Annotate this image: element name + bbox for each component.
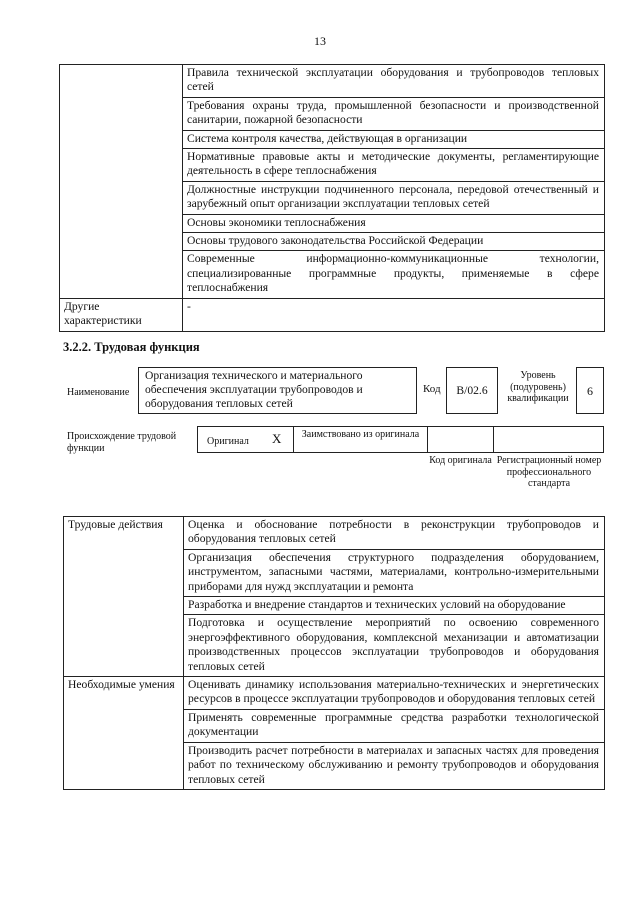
level-value-box <box>576 367 604 414</box>
registration-number-caption: Регистрационный номер профессионального стандарта <box>496 455 602 489</box>
table-cell: Оценивать динамику использования материально-технических и энергетических ресурсов в процессе эксплуатации трубопроводов и оборудования тепловых сетей <box>184 677 605 710</box>
table-row <box>60 298 605 331</box>
function-details-table <box>63 516 605 790</box>
table-cell: Разработка и внедрение стандартов и технических условий на оборудование <box>184 597 605 615</box>
origin-code-caption: Код оригинала <box>429 455 492 466</box>
table-cell: Применять современные программные средства разработки технологической документации <box>184 709 605 742</box>
code-label: Код <box>423 383 441 395</box>
name-label: Наименование <box>67 387 130 398</box>
table-row <box>60 65 605 98</box>
table-cell: Основы трудового законодательства Российской Федерации <box>183 233 605 251</box>
page-number: 13 <box>314 34 326 48</box>
code-value: B/02.6 <box>456 384 488 397</box>
labor-actions-label: Трудовые действия <box>64 517 184 677</box>
borrowed-label: Заимствовано из оригинала <box>301 429 420 440</box>
function-name-box <box>138 367 417 414</box>
original-mark: X <box>272 431 282 446</box>
function-name: Организация технического и материального обеспечения эксплуатации трубопроводов и оборудования тепловых сетей <box>145 369 363 410</box>
required-skills-label: Необходимые умения <box>64 677 184 790</box>
table-row <box>64 677 605 710</box>
knowledge-table <box>59 64 605 332</box>
level-label: Уровень (подуровень) квалификации <box>507 370 569 404</box>
table-cell: Нормативные правовые акты и методические документы, регламентирующие деятельность в сфере теплоснабжения <box>183 149 605 182</box>
table-cell: Правила технической эксплуатации оборудования и трубопроводов тепловых сетей <box>183 65 605 98</box>
origin-code-box <box>427 426 494 453</box>
other-characteristics-value: - <box>183 298 605 331</box>
table-cell: Подготовка и осуществление мероприятий по освоению современного энергоэффективного оборудования, комплексной механизации и автоматизации производственных процессов эксплуатации трубопроводов и оборудования тепловых сетей <box>184 615 605 677</box>
table-cell: Должностные инструкции подчиненного персонала, передовой отечественный и зарубежный опыт организации эксплуатации тепловых сетей <box>183 181 605 214</box>
table-cell: Современные информационно-коммуникационные технологии, специализированные программные продукты, применяемые в сфере теплоснабжения <box>183 251 605 298</box>
table-cell: Оценка и обоснование потребности в реконструкции трубопроводов и оборудования тепловых сетей <box>184 517 605 550</box>
code-value-box <box>446 367 498 414</box>
table-cell: Требования охраны труда, промышленной безопасности и производственной санитарии, пожарной безопасности <box>183 97 605 130</box>
table-cell: Производить расчет потребности в материалах и запасных частях для проведения работ по техническому обслуживанию и ремонту трубопроводов и оборудования тепловых сетей <box>184 742 605 789</box>
table-cell: Система контроля качества, действующая в организации <box>183 130 605 148</box>
other-characteristics-label: Другие характеристики <box>60 298 183 331</box>
table-cell-left <box>60 65 183 299</box>
registration-number-box <box>493 426 604 453</box>
origin-label: Происхождение трудовой функции <box>67 431 177 454</box>
section-heading: 3.2.2. Трудовая функция <box>63 340 200 354</box>
original-label: Оригинал <box>207 436 249 447</box>
table-cell: Основы экономики теплоснабжения <box>183 214 605 232</box>
table-row <box>64 517 605 550</box>
table-cell: Организация обеспечения структурного подразделения оборудованием, инструментом, запасными частями, материалами, контрольно-измерительными приборами для нужд эксплуатации и ремонта <box>184 549 605 596</box>
level-value: 6 <box>587 384 593 398</box>
